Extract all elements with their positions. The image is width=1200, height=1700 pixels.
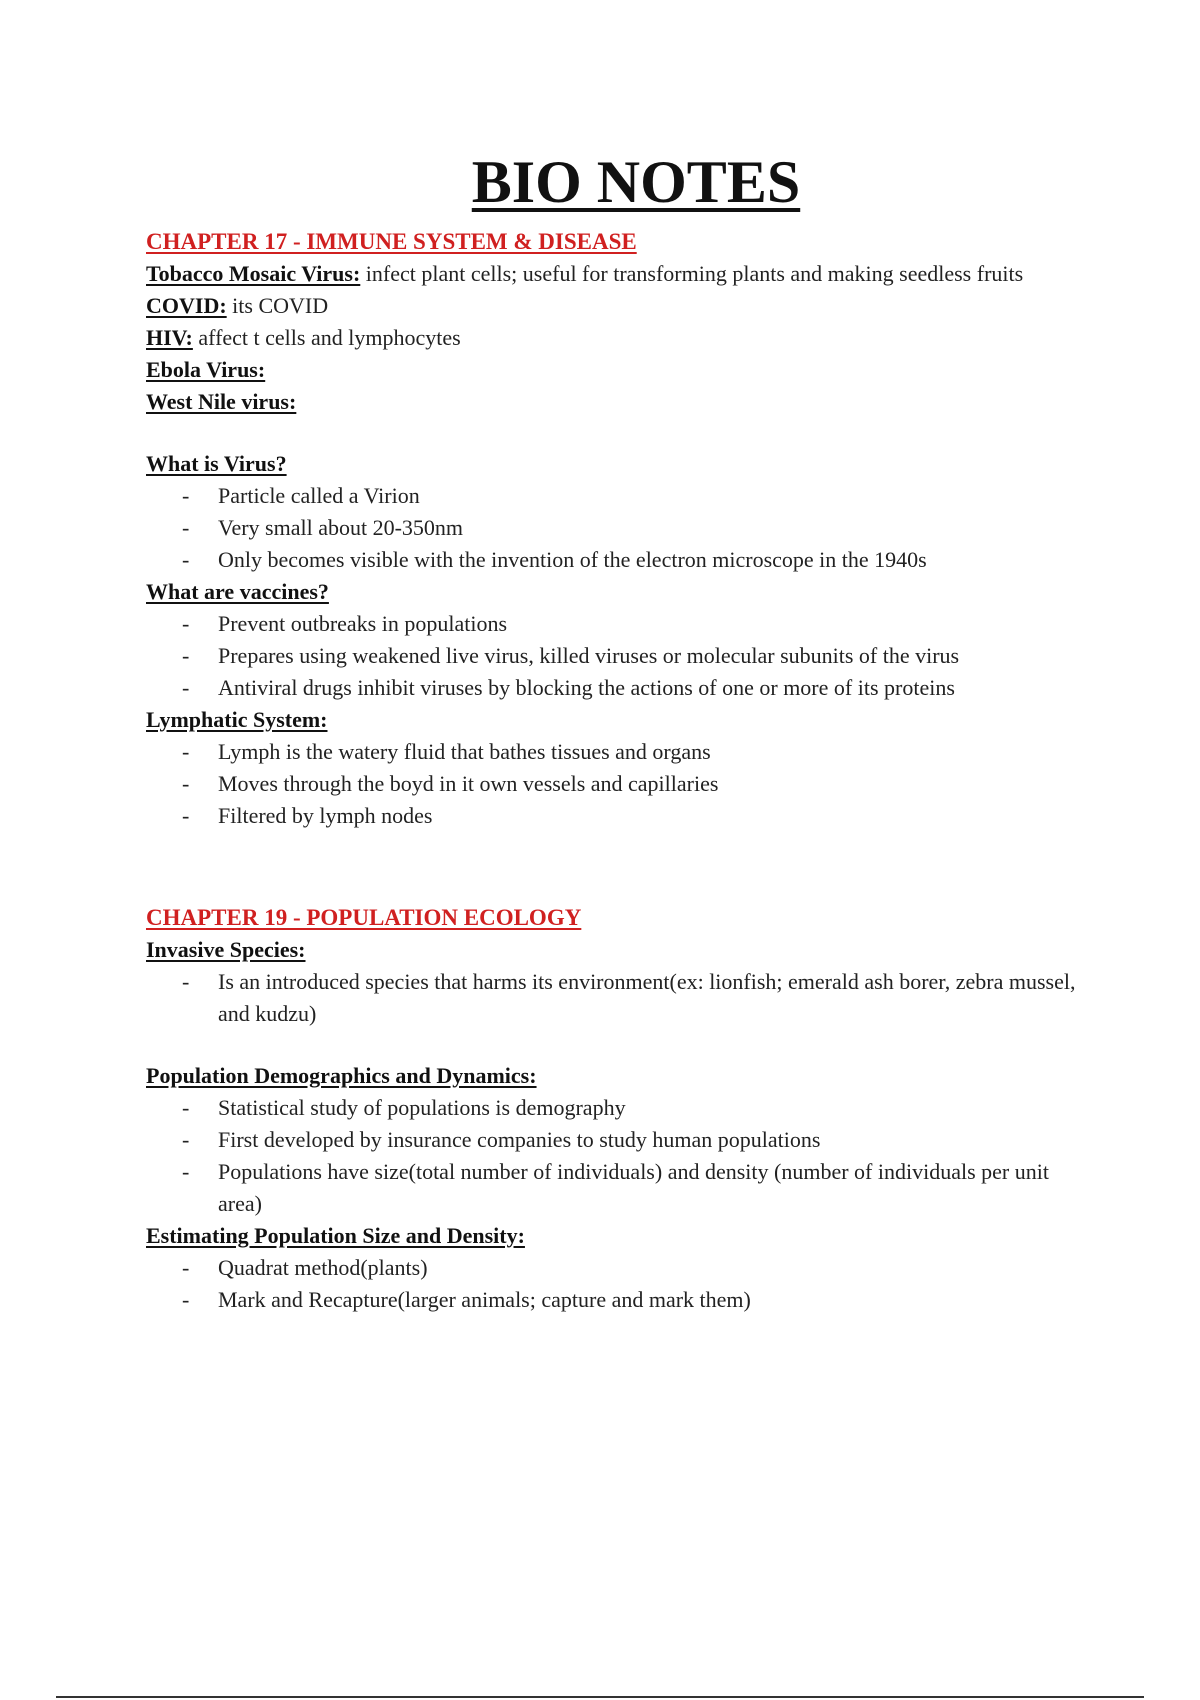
lymphatic-list	[146, 736, 1096, 832]
definition-term: COVID:	[146, 293, 227, 318]
bullet-dash: -	[182, 739, 190, 764]
list-item: - Moves through the boyd in it own vessels and capillaries	[146, 768, 1096, 800]
list-item: - Statistical study of populations is demography	[146, 1092, 1096, 1124]
list-item: - Lymph is the watery fluid that bathes tissues and organs	[146, 736, 1096, 768]
page-bottom-rule	[56, 1696, 1144, 1698]
chapter-19-heading: CHAPTER 19 - POPULATION ECOLOGY	[146, 905, 582, 930]
definition-term: West Nile virus:	[146, 389, 297, 414]
definition-term: Tobacco Mosaic Virus:	[146, 261, 361, 286]
chapter-17-heading: CHAPTER 17 - IMMUNE SYSTEM & DISEASE	[146, 229, 637, 254]
bullet-dash: -	[182, 803, 190, 828]
bullet-dash: -	[182, 1127, 190, 1152]
section-heading-what-are-vaccines: What are vaccines?	[146, 579, 329, 604]
section-heading-what-is-virus: What is Virus?	[146, 451, 287, 476]
bullet-dash: -	[182, 1287, 190, 1312]
definition-hiv	[146, 322, 1096, 354]
definition-ebola-virus	[146, 354, 1096, 386]
list-item: - Prepares using weakened live virus, killed viruses or molecular subunits of the virus	[146, 640, 1096, 672]
definition-term: Ebola Virus:	[146, 357, 266, 382]
list-item: - Antiviral drugs inhibit viruses by blocking the actions of one or more of its proteins	[146, 672, 1096, 704]
definition-covid	[146, 290, 1096, 322]
bullet-dash: -	[182, 547, 190, 572]
definition-tobacco-mosaic-virus	[146, 258, 1096, 290]
list-item: - Filtered by lymph nodes	[146, 800, 1096, 832]
list-item: - Populations have size(total number of individuals) and density (number of individuals per unit area)	[146, 1156, 1096, 1220]
spacer	[146, 1030, 1096, 1060]
bullet-dash: -	[182, 611, 190, 636]
section-heading-population-demographics: Population Demographics and Dynamics:	[146, 1063, 537, 1088]
bullet-dash: -	[182, 969, 190, 994]
document-content	[146, 150, 1096, 1316]
bullet-dash: -	[182, 483, 190, 508]
list-item: - Particle called a Virion	[146, 480, 1096, 512]
bullet-dash: -	[182, 515, 190, 540]
document-title: BIO NOTES	[471, 149, 801, 215]
demographics-list	[146, 1092, 1096, 1220]
bullet-dash: -	[182, 1255, 190, 1280]
definition-text: affect t cells and lymphocytes	[192, 325, 461, 350]
list-item: - Mark and Recapture(larger animals; capture and mark them)	[146, 1284, 1096, 1316]
definition-west-nile-virus	[146, 386, 1096, 418]
definition-text: infect plant cells; useful for transforming plants and making seedless fruits	[360, 261, 1024, 286]
list-item: - First developed by insurance companies to study human populations	[146, 1124, 1096, 1156]
list-item: - Quadrat method(plants)	[146, 1252, 1096, 1284]
bullet-dash: -	[182, 1095, 190, 1120]
list-item: - Very small about 20-350nm	[146, 512, 1096, 544]
definition-text: its COVID	[226, 293, 329, 318]
bullet-dash: -	[182, 1159, 190, 1184]
estimating-list	[146, 1252, 1096, 1316]
list-item: - Only becomes visible with the invention of the electron microscope in the 1940s	[146, 544, 1096, 576]
spacer	[146, 418, 1096, 448]
bullet-dash: -	[182, 643, 190, 668]
section-heading-estimating-population: Estimating Population Size and Density:	[146, 1223, 525, 1248]
bullet-dash: -	[182, 675, 190, 700]
vaccines-list	[146, 608, 1096, 704]
list-item: - Is an introduced species that harms its environment(ex: lionfish; emerald ash borer, zebra mussel, and kudzu)	[146, 966, 1096, 1030]
bullet-dash: -	[182, 771, 190, 796]
definition-term: HIV:	[146, 325, 193, 350]
virus-list	[146, 480, 1096, 576]
spacer	[146, 832, 1096, 902]
section-heading-lymphatic-system: Lymphatic System:	[146, 707, 328, 732]
list-item: - Prevent outbreaks in populations	[146, 608, 1096, 640]
invasive-list	[146, 966, 1096, 1030]
section-heading-invasive-species: Invasive Species:	[146, 937, 306, 962]
